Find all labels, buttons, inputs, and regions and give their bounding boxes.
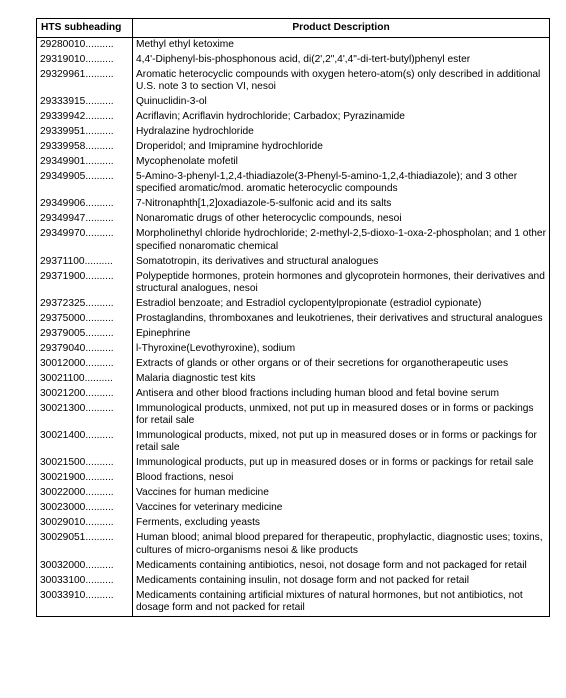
- table-row: [37, 456, 550, 471]
- table-row: [37, 297, 550, 312]
- product-description-cell: Droperidol; and Imipramine hydrochloride: [133, 140, 550, 155]
- product-description-cell: Epinephrine: [133, 327, 550, 342]
- table-row: [37, 270, 550, 297]
- table-row: [37, 212, 550, 227]
- hts-code-cell: 29339958..........: [37, 140, 133, 155]
- table-row: [37, 342, 550, 357]
- hts-code-cell: 30012000..........: [37, 357, 133, 372]
- table-row: [37, 155, 550, 170]
- product-description-cell: Mycophenolate mofetil: [133, 155, 550, 170]
- table-row: [37, 486, 550, 501]
- product-description-cell: Immunological products, unmixed, not put up in measured doses or in forms or packings for retail sale: [133, 402, 550, 429]
- product-description-cell: Blood fractions, nesoi: [133, 471, 550, 486]
- hts-code-cell: 29339951..........: [37, 125, 133, 140]
- product-description-cell: 4,4'-Diphenyl-bis-phosphonous acid, di(2',2",4',4"-di-tert-butyl)phenyl ester: [133, 53, 550, 68]
- hts-code-cell: 29371900..........: [37, 270, 133, 297]
- table-body: [37, 38, 550, 617]
- product-description-cell: Human blood; animal blood prepared for therapeutic, prophylactic, diagnostic uses; toxins, cultures of micro-organisms nesoi & like products: [133, 531, 550, 558]
- table-row: [37, 559, 550, 574]
- product-description-cell: Extracts of glands or other organs or of their secretions for organotherapeutic uses: [133, 357, 550, 372]
- product-description-cell: Aromatic heterocyclic compounds with oxygen hetero-atom(s) only described in additional U.S. note 3 to section VI, nesoi: [133, 68, 550, 95]
- hts-code-cell: 29349906..........: [37, 197, 133, 212]
- hts-code-cell: 29349901..........: [37, 155, 133, 170]
- hts-code-cell: 30021300..........: [37, 402, 133, 429]
- table-row: [37, 312, 550, 327]
- header-row: [37, 19, 550, 38]
- table-row: [37, 53, 550, 68]
- table-row: [37, 429, 550, 456]
- product-description-cell: Acriflavin; Acriflavin hydrochloride; Carbadox; Pyrazinamide: [133, 110, 550, 125]
- product-description-cell: Vaccines for human medicine: [133, 486, 550, 501]
- hts-code-cell: 30033910..........: [37, 589, 133, 617]
- table-row: [37, 38, 550, 53]
- hts-code-cell: 29339942..........: [37, 110, 133, 125]
- product-description-cell: Medicaments containing artificial mixtures of natural hormones, but not antibiotics, not dosage form and not packed for retail: [133, 589, 550, 617]
- hts-code-cell: 29372325..........: [37, 297, 133, 312]
- table-row: [37, 589, 550, 617]
- hts-code-cell: 29319010..........: [37, 53, 133, 68]
- table-row: [37, 95, 550, 110]
- hts-code-cell: 30021500..........: [37, 456, 133, 471]
- product-description-cell: 7-Nitronaphth[1,2]oxadiazole-5-sulfonic acid and its salts: [133, 197, 550, 212]
- hts-subheading-header: HTS subheading: [37, 19, 133, 38]
- hts-code-cell: 29349947..........: [37, 212, 133, 227]
- hts-code-cell: 29375000..........: [37, 312, 133, 327]
- table-row: [37, 170, 550, 197]
- hts-table: [36, 18, 550, 617]
- product-description-cell: Methyl ethyl ketoxime: [133, 38, 550, 53]
- product-description-cell: Hydralazine hydrochloride: [133, 125, 550, 140]
- table-row: [37, 197, 550, 212]
- table-row: [37, 327, 550, 342]
- product-description-cell: Morpholinethyl chloride hydrochloride; 2-methyl-2,5-dioxo-1-oxa-2-phospholan; and 1 other specified nonaromatic chemical: [133, 227, 550, 254]
- table-row: [37, 110, 550, 125]
- table-row: [37, 387, 550, 402]
- hts-code-cell: 29333915..........: [37, 95, 133, 110]
- product-description-cell: Polypeptide hormones, protein hormones and glycoprotein hormones, their derivatives and structural analogues, nesoi: [133, 270, 550, 297]
- table-row: [37, 574, 550, 589]
- hts-code-cell: 30029010..........: [37, 516, 133, 531]
- product-description-cell: Ferments, excluding yeasts: [133, 516, 550, 531]
- hts-code-cell: 29371100..........: [37, 255, 133, 270]
- product-description-cell: Estradiol benzoate; and Estradiol cyclopentylpropionate (estradiol cypionate): [133, 297, 550, 312]
- table-row: [37, 140, 550, 155]
- table-row: [37, 372, 550, 387]
- table-row: [37, 402, 550, 429]
- table-row: [37, 531, 550, 558]
- hts-code-cell: 30022000..........: [37, 486, 133, 501]
- hts-code-cell: 29379040..........: [37, 342, 133, 357]
- table-row: [37, 471, 550, 486]
- hts-code-cell: 30023000..........: [37, 501, 133, 516]
- hts-code-cell: 30021900..........: [37, 471, 133, 486]
- table-row: [37, 516, 550, 531]
- hts-code-cell: 29349905..........: [37, 170, 133, 197]
- product-description-cell: Prostaglandins, thromboxanes and leukotrienes, their derivatives and structural analogues: [133, 312, 550, 327]
- product-description-cell: Somatotropin, its derivatives and structural analogues: [133, 255, 550, 270]
- product-description-cell: Quinuclidin-3-ol: [133, 95, 550, 110]
- hts-code-cell: 30029051..........: [37, 531, 133, 558]
- hts-code-cell: 30021100..........: [37, 372, 133, 387]
- product-description-cell: Malaria diagnostic test kits: [133, 372, 550, 387]
- hts-code-cell: 30033100..........: [37, 574, 133, 589]
- product-description-cell: Immunological products, mixed, not put up in measured doses or in forms or packings for retail sale: [133, 429, 550, 456]
- hts-code-cell: 30021400..........: [37, 429, 133, 456]
- product-description-cell: Nonaromatic drugs of other heterocyclic compounds, nesoi: [133, 212, 550, 227]
- table-header: [37, 19, 550, 38]
- product-description-cell: Antisera and other blood fractions including human blood and fetal bovine serum: [133, 387, 550, 402]
- hts-code-cell: 29349970..........: [37, 227, 133, 254]
- product-description-cell: 5-Amino-3-phenyl-1,2,4-thiadiazole(3-Phenyl-5-amino-1,2,4-thiadiazole); and 3 other specified aromatic/mod. aromatic heterocyclic compounds: [133, 170, 550, 197]
- product-description-cell: Immunological products, put up in measured doses or in forms or packings for retail sale: [133, 456, 550, 471]
- hts-code-cell: 29379005..........: [37, 327, 133, 342]
- product-description-header: Product Description: [133, 19, 550, 38]
- product-description-cell: Vaccines for veterinary medicine: [133, 501, 550, 516]
- table-row: [37, 501, 550, 516]
- table-row: [37, 125, 550, 140]
- table-row: [37, 255, 550, 270]
- product-description-cell: l-Thyroxine(Levothyroxine), sodium: [133, 342, 550, 357]
- table-row: [37, 357, 550, 372]
- table-row: [37, 68, 550, 95]
- product-description-cell: Medicaments containing antibiotics, nesoi, not dosage form and not packaged for retail: [133, 559, 550, 574]
- product-description-cell: Medicaments containing insulin, not dosage form and not packed for retail: [133, 574, 550, 589]
- hts-code-cell: 29280010..........: [37, 38, 133, 53]
- hts-code-cell: 30032000..........: [37, 559, 133, 574]
- table-row: [37, 227, 550, 254]
- hts-code-cell: 30021200..........: [37, 387, 133, 402]
- hts-code-cell: 29329961..........: [37, 68, 133, 95]
